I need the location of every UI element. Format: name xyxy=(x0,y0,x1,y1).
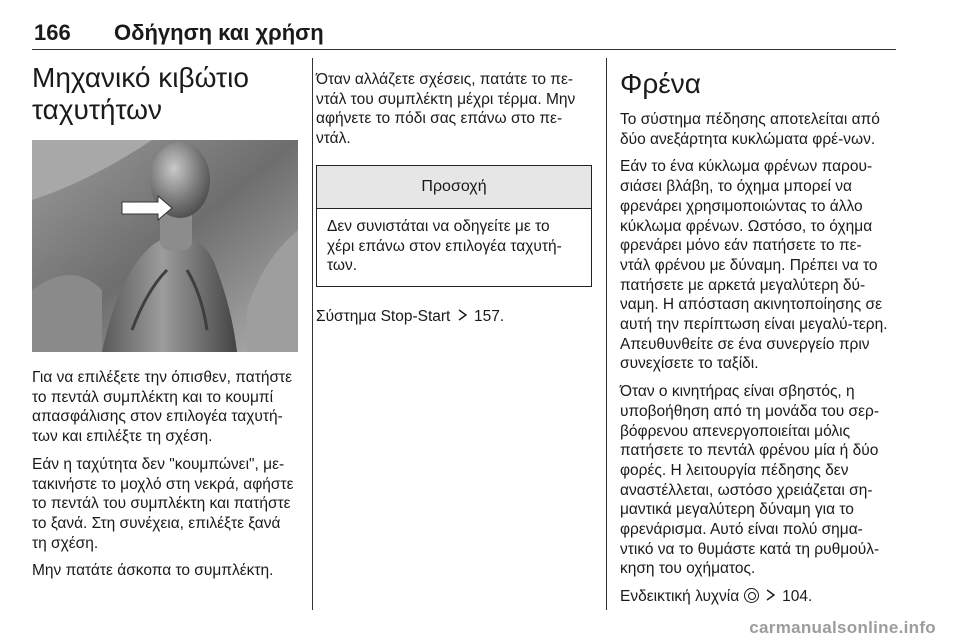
section-title-manual-gearbox xyxy=(32,62,298,126)
column-divider-2 xyxy=(606,58,607,610)
title-line-2: ταχυτήτων xyxy=(32,94,163,125)
lamp-page: 104. xyxy=(782,588,813,606)
column-manual-gearbox xyxy=(32,58,298,589)
caution-body: Δεν συνιστάται να οδηγείτε με το χέρι επάνω στον επιλογέα ταχυτή-των. xyxy=(327,217,562,275)
watermark: carmanualsonline.info xyxy=(749,618,936,637)
col2-paragraph-1: Όταν αλλάζετε σχέσεις, πατάτε το πε-ντάλ του συμπλέκτη μέχρι τέρμα. Μην αφήνετε το πόδι σας επάνω στο πε-ντάλ. xyxy=(316,71,576,148)
col3-paragraph-2: Εάν το ένα κύκλωμα φρένων παρου-σιάσει βλάβη, το όχημα μπορεί να φρενάρει χρησιμοποιώντας το άλλο κύκλωμα φρένων. Ωστόσο, το όχημα φρενάρει μόνο εάν πατήσετε το πε-ντάλ φρένου με δύναμη. Πρέπει να το πατήσετε με αρκετά μεγαλύτερη δύ-ναμη. Η απόσταση ακινητοποίησης σε αυτή την περίπτωση είναι μεγαλύ-τερη. Απευθυνθείτε σε ένα συνεργείο πριν συνεχίσετε το ταξίδι. xyxy=(620,158,888,373)
brake-warning-lamp-icon xyxy=(744,588,759,603)
stop-start-page: 157. xyxy=(473,307,505,325)
lamp-text: Ενδεικτική λυχνία xyxy=(620,588,740,606)
col1-paragraph-1: Για να επιλέξετε την όπισθεν, πατήστε το πεντάλ συμπλέκτη και το κουμπί απασφάλισης στον επιλογέα ταχυτή-των και επιλέξτε τη σχέση. xyxy=(32,369,293,446)
column-continued xyxy=(316,70,592,336)
section-title-brakes: Φρένα xyxy=(620,68,701,99)
title-line-1: Μηχανικό κιβώτιο xyxy=(32,62,249,93)
stop-start-reference[interactable] xyxy=(316,307,592,328)
gear-lever-photo xyxy=(32,140,298,352)
page-number: 166 xyxy=(34,20,71,45)
reference-arrow-icon xyxy=(765,588,776,608)
column-brakes xyxy=(620,58,888,616)
reference-arrow-icon xyxy=(457,308,468,328)
col3-paragraph-1: Το σύστημα πέδησης αποτελείται από δύο ανεξάρτητα κυκλώματα φρέ-νων. xyxy=(620,111,880,148)
col1-paragraph-2: Εάν η ταχύτητα δεν "κουμπώνει", με-τακινήστε το μοχλό στη νεκρά, αφήστε το πεντάλ του συμπλέκτη και πατήστε το ξανά. Στη συνέχεια, επιλέξτε ξανά τη σχέση. xyxy=(32,455,294,552)
lamp-reference[interactable] xyxy=(620,587,888,608)
running-title: Οδήγηση και χρήση xyxy=(114,20,324,45)
caution-box xyxy=(316,165,592,287)
page-header xyxy=(32,12,896,46)
column-divider-1 xyxy=(312,58,313,610)
col1-paragraph-3: Μην πατάτε άσκοπα το συμπλέκτη. xyxy=(32,562,274,580)
stop-start-text: Σύστημα Stop-Start xyxy=(316,307,451,325)
header-rule xyxy=(32,49,896,50)
col3-paragraph-3: Όταν ο κινητήρας είναι σβηστός, η υποβοήθηση από τη μονάδα του σερ-βόφρενου απενεργοποιείται μόλις πατήσετε το πεντάλ φρένου μία ή δύο φορές. Η λειτουργία πέδησης δεν αναστέλλεται, ωστόσο χρειάζεται ση-μαντικά μεγαλύτερη δύναμη για το φρενάρισμα. Αυτό είναι πολύ σημα-ντικό να το θυμάστε κατά τη ρυθμούλ-κηση του οχήματος. xyxy=(620,383,880,578)
caution-title: Προσοχή xyxy=(317,166,591,209)
